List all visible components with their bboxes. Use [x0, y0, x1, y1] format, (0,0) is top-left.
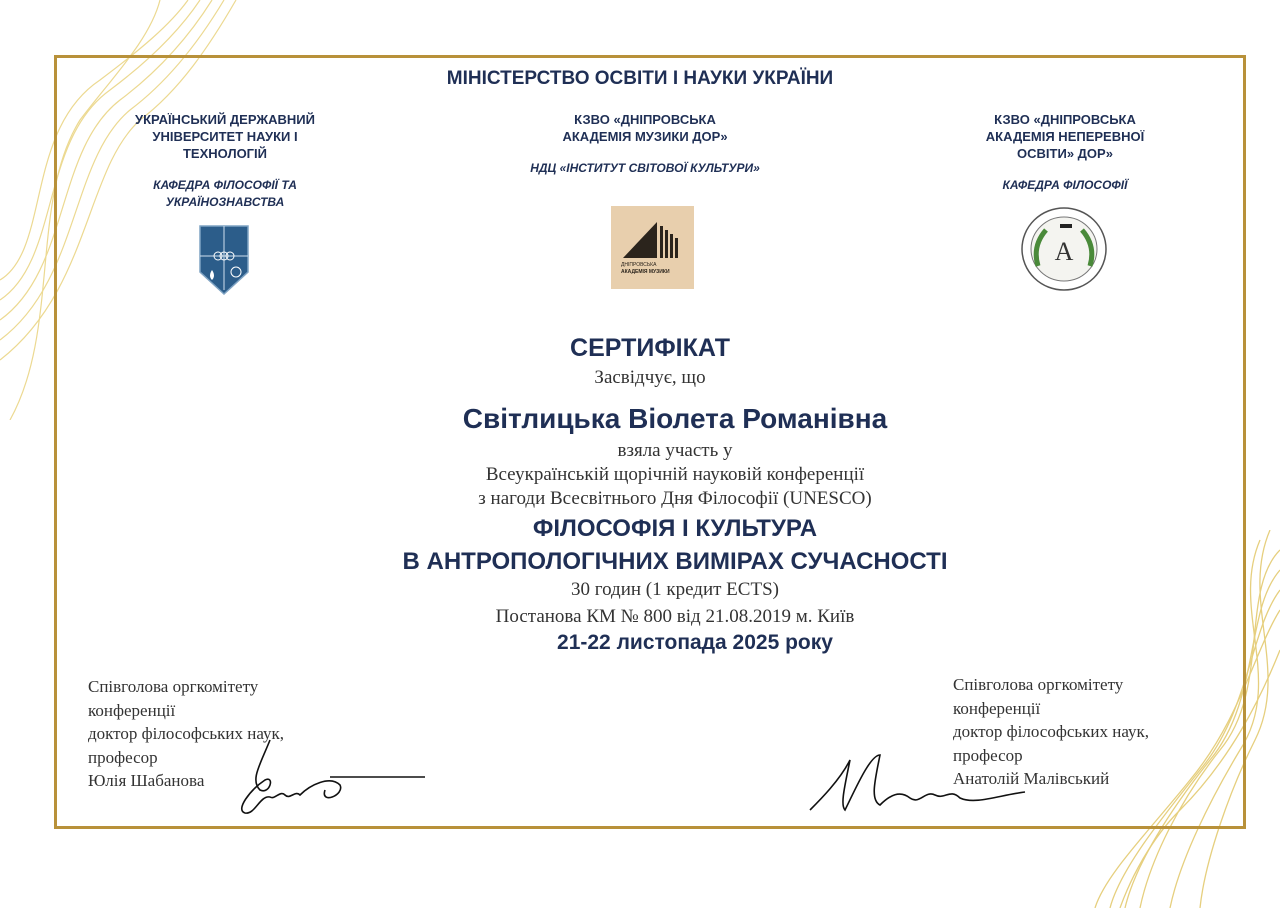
- org-line: АКАДЕМІЯ НЕПЕРЕВНОЇ: [985, 129, 1145, 144]
- conference-title-1: ФІЛОСОФІЯ І КУЛЬТУРА: [532, 515, 818, 542]
- ministry-heading: МІНІСТЕРСТВО ОСВІТИ І НАУКИ УКРАЇНИ: [446, 68, 834, 89]
- event-line-2: з нагоди Всесвітнього Дня Філософії (UNESCO): [478, 488, 872, 509]
- signature-block-right: [953, 673, 1149, 791]
- org-right: [950, 111, 1180, 162]
- dept-line: УКРАЇНОЗНАВСТВА: [165, 195, 285, 209]
- dept-line: КАФЕДРА ФІЛОСОФІЇ: [1002, 178, 1128, 192]
- signature-line: Юлія Шабанова: [88, 771, 205, 790]
- dept-center: [480, 160, 810, 177]
- participated-text: взяла участь у: [617, 440, 733, 461]
- signature-line: конференції: [953, 698, 1041, 718]
- logo-text: ДНІПРОВСЬКА: [621, 262, 657, 268]
- logo-text: АКАДЕМІЯ МУЗИКИ: [621, 269, 670, 275]
- org-line: КЗВО «ДНІПРОВСЬКА: [574, 112, 716, 127]
- signature-line: професор: [88, 747, 158, 767]
- continuing-education-academy-seal: [1020, 206, 1108, 292]
- dept-line: КАФЕДРА ФІЛОСОФІЇ ТА: [153, 178, 297, 192]
- university-shield-logo: [196, 222, 252, 296]
- dept-line: НДЦ «ІНСТИТУТ СВІТОВОЇ КУЛЬТУРИ»: [530, 161, 760, 175]
- signature-line: Співголова оргкомітету: [953, 675, 1124, 694]
- signature-line: доктор філософських наук,: [953, 722, 1150, 741]
- hours-text: 30 годин (1 кредит ECTS): [571, 579, 779, 600]
- dept-left: [110, 177, 340, 211]
- signature-line: доктор філософських наук,: [88, 724, 285, 743]
- event-line-1: Всеукраїнській щорічній науковій конференції: [485, 464, 865, 485]
- org-line: УНІВЕРСИТЕТ НАУКИ І: [152, 129, 298, 144]
- signature-line: конференції: [88, 700, 176, 720]
- svg-text:A: A: [1054, 237, 1074, 266]
- conference-dates: 21-22 листопада 2025 року: [557, 631, 833, 654]
- org-center: [520, 111, 770, 145]
- signature-block-left: [88, 675, 284, 793]
- signature-line: професор: [953, 745, 1023, 765]
- certificate-title: СЕРТИФІКАТ: [570, 334, 730, 362]
- org-line: КЗВО «ДНІПРОВСЬКА: [994, 112, 1136, 127]
- resolution-text: Постанова КМ № 800 від 21.08.2019 м. Київ: [495, 606, 855, 627]
- signature-line: Анатолій Малівський: [953, 769, 1110, 788]
- conference-title-2: В АНТРОПОЛОГІЧНИХ ВИМІРАХ СУЧАСНОСТІ: [402, 548, 948, 575]
- org-line: ОСВІТИ» ДОР»: [1017, 146, 1113, 161]
- org-left: [110, 111, 340, 162]
- dept-right: [950, 177, 1180, 194]
- org-line: АКАДЕМІЯ МУЗИКИ ДОР»: [562, 129, 728, 144]
- signature-line: Співголова оргкомітету: [88, 677, 259, 696]
- certifies-text: Засвідчує, що: [594, 367, 706, 388]
- music-academy-logo: [611, 206, 694, 289]
- recipient-name: Світлицька Віолета Романівна: [462, 403, 888, 434]
- org-line: ТЕХНОЛОГІЙ: [182, 146, 268, 161]
- org-line: УКРАЇНСЬКИЙ ДЕРЖАВНИЙ: [135, 112, 315, 127]
